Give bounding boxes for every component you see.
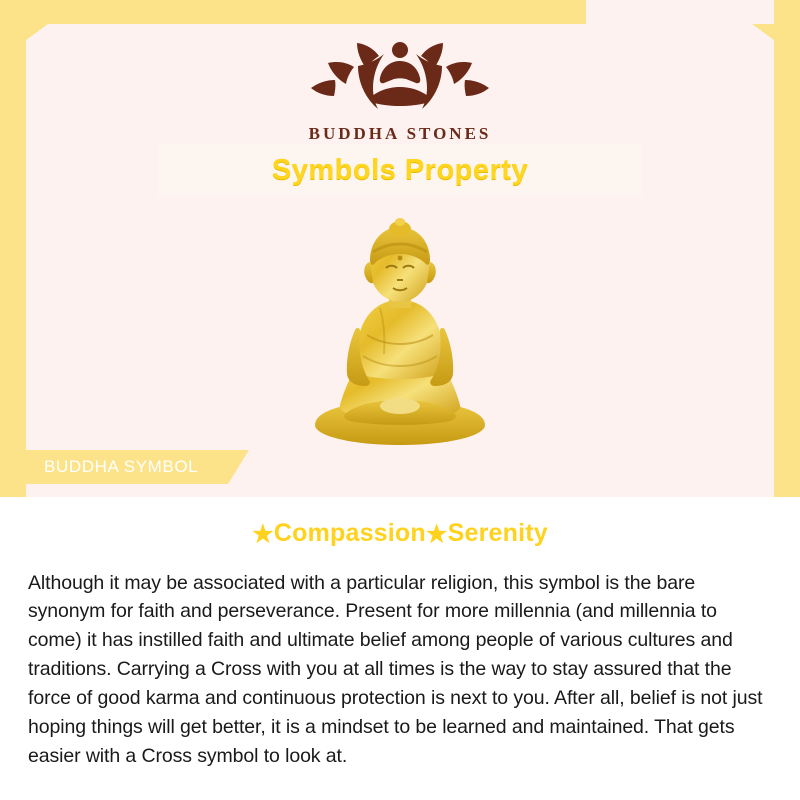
brand-header — [0, 24, 800, 144]
seated-buddha-illustration — [285, 200, 515, 485]
hero-image — [0, 200, 800, 490]
body-paragraph: Although it may be associated with a particular religion, this symbol is the bare synonym for faith and perseverance. Present for more millennia (and millennia to come) it has instilled faith and ultimate belief among people of various cultures and traditions. Carrying a Cross with you at all times is the way to stay assured that the force of good karma and continuous protection is next to you. After all, belief is not just hoping things will get better, it is a mindset to be learned and maintained. That gets easier with a Cross symbol to look at. — [28, 571, 763, 767]
decorative-ribbon-top — [26, 0, 586, 24]
symbol-tag — [0, 450, 228, 484]
title-banner — [158, 144, 642, 196]
subtitle — [28, 519, 772, 549]
symbol-tag-label: BUDDHA SYMBOL — [44, 457, 199, 476]
page-title: Symbols Property — [271, 153, 529, 186]
subtitle-part-two: Serenity — [447, 519, 548, 547]
content-panel — [0, 497, 800, 800]
subtitle-part-one: Compassion — [273, 519, 426, 547]
star-icon-right: ★ — [425, 521, 448, 548]
star-icon-left: ★ — [252, 521, 274, 548]
brand-name: BUDDHA STONES — [308, 124, 492, 143]
lotus-meditation-icon — [0, 24, 800, 120]
